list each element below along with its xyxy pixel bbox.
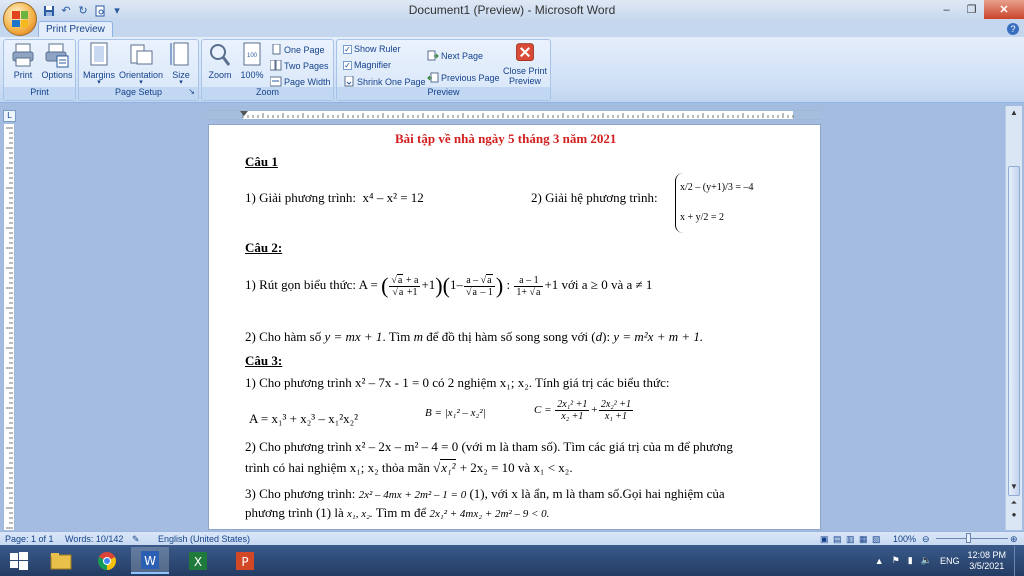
browse-object-icon[interactable]: ●	[1011, 510, 1017, 519]
network-icon[interactable]: ▮	[907, 555, 913, 565]
cau3-q3-line2-b: Tìm m để	[375, 505, 427, 520]
cau2-q1: 1) Rút gọn biểu thức: A = ( $\frac{√a + a}{√a +1}$ +1)(1– $\frac{a - √a}{√a - 1}$ ) : $\frac{a - 1}{1+ √a}$ +1 với a ≥ 0 và a ≠ 1	[245, 273, 653, 298]
view-buttons[interactable]: ▣ ▤ ▥ ▦ ▧	[820, 534, 882, 544]
chrome-button[interactable]	[88, 547, 126, 574]
cau2-q2-function: y = mx + 1	[324, 329, 383, 344]
printer-options-icon	[45, 42, 69, 68]
zoom-in-icon[interactable]: ⊕	[1010, 534, 1018, 544]
word-icon	[140, 550, 160, 570]
cau2-q2-part-c: để đồ thị hàm số song song với (	[426, 329, 596, 344]
powerpoint-icon	[235, 551, 255, 571]
previous-page-icon	[427, 72, 439, 83]
vertical-ruler[interactable]	[3, 124, 15, 530]
zoom-100-label: 100%	[240, 70, 264, 80]
ribbon-tabs	[0, 21, 1024, 37]
one-page-label: One Page	[284, 44, 325, 55]
zoom-level[interactable]: 100%	[893, 534, 917, 544]
options-button[interactable]	[40, 42, 74, 80]
magnifier-checkbox[interactable]	[343, 60, 391, 70]
page-setup-group	[78, 39, 199, 101]
cau3-q3-roots: x₁, x₂.	[347, 508, 373, 520]
cau3-q3-line2-a: phương trình (1) là	[245, 505, 344, 520]
page-width-icon	[270, 76, 282, 87]
tab-print-preview[interactable]: Print Preview	[38, 21, 113, 37]
title-bar	[0, 0, 1024, 21]
indent-marker-icon[interactable]	[240, 111, 248, 116]
cau2-q2	[245, 329, 703, 345]
show-ruler-checkbox[interactable]	[343, 44, 401, 54]
print-label: Print	[13, 70, 33, 80]
cau1-q1-equation: x⁴ – x² = 12	[362, 190, 424, 205]
print-group	[3, 39, 76, 101]
cau3-q2-line2: trình có hai nghiệm x₁; x₂ thỏa mãn √x₁² + 2x₂ = 10 và x₁ < x₂.	[245, 460, 573, 475]
zoom-group-label: Zoom	[202, 87, 333, 100]
excel-icon	[188, 551, 208, 571]
cau2-q2-m: m	[413, 329, 424, 344]
ribbon	[0, 37, 1024, 103]
margins-dropdown-icon: ▾	[97, 79, 101, 86]
file-explorer-button[interactable]	[42, 547, 80, 574]
shrink-one-page-label: Shrink One Page	[357, 76, 426, 87]
cau1-system-eq1: x/2 – (y+1)/3 = –4	[680, 182, 754, 193]
cau3-q3-line1	[245, 486, 725, 502]
preview-group	[336, 39, 551, 101]
taskbar	[0, 545, 1024, 576]
svg-text:100: 100	[246, 53, 258, 59]
close-print-preview-label-2: Preview	[508, 76, 541, 86]
zoom-slider-thumb[interactable]	[966, 533, 971, 543]
cau3-expr-c-label: C =	[534, 404, 552, 417]
margins-button[interactable]	[81, 42, 117, 86]
size-dropdown-icon: ▾	[179, 79, 183, 86]
cau3-q3-line1-b: (1), với x là ẩn, m là tham số.Gọi hai nghiệm của	[469, 486, 725, 501]
one-page-button[interactable]	[270, 44, 325, 55]
window-title: Document1 (Preview) - Microsoft Word	[408, 3, 616, 17]
cau2-q2-part-e: ):	[602, 329, 611, 344]
cau3-q2-line1: 2) Cho phương trình x² – 2x – m² – 4 = 0 (với m là tham số). Tìm các giá trị của m để phương	[245, 439, 733, 454]
margins-icon	[87, 42, 111, 68]
two-pages-button[interactable]	[270, 60, 329, 71]
language[interactable]: English (United States)	[158, 534, 251, 544]
proofing-icon[interactable]: ✎	[132, 534, 140, 544]
scroll-down-icon[interactable]: ▼	[1010, 482, 1018, 491]
size-label: Size	[172, 70, 190, 80]
redo-icon[interactable]: ↻	[78, 5, 88, 17]
system-tray	[875, 545, 1024, 576]
zoom-slider-track[interactable]	[936, 538, 1008, 539]
page-setup-label: Page Setup	[114, 87, 163, 97]
orientation-button[interactable]	[117, 42, 165, 86]
next-page-icon	[427, 50, 439, 61]
office-button[interactable]	[3, 2, 37, 36]
dialog-launcher-icon[interactable]: ↘	[188, 87, 195, 96]
cau1-system-eq2: x + y/2 = 2	[680, 212, 725, 223]
page-100-icon	[240, 42, 264, 68]
zoom-label: Zoom	[208, 70, 232, 80]
word-button[interactable]	[131, 547, 169, 574]
flag-icon[interactable]: ⚑	[891, 555, 900, 565]
cau1-q1	[245, 190, 424, 206]
cau2-q2-part-b: . Tìm	[382, 329, 411, 344]
cau3-expr-b: B = |x₁² – x₂²|	[425, 407, 486, 419]
close-button[interactable]: ✕	[984, 0, 1024, 19]
orientation-dropdown-icon: ▾	[139, 79, 143, 86]
vertical-ruler-ticks	[4, 124, 15, 530]
chrome-icon	[97, 551, 117, 571]
margins-label: Margins	[82, 70, 115, 80]
undo-icon[interactable]: ↶	[61, 5, 71, 17]
restore-button[interactable]: ❐	[966, 4, 977, 16]
office-logo-icon	[12, 11, 28, 27]
size-icon	[169, 42, 193, 68]
cau1-q1-text: 1) Giải phương trình:	[245, 190, 357, 205]
clock-time: 12:08 PM	[967, 549, 1006, 560]
print-button[interactable]	[8, 42, 38, 80]
cau3-q1: 1) Cho phương trình x² – 7x - 1 = 0 có 2 nghiệm x₁; x₂. Tính giá trị các biểu thức:	[245, 375, 670, 390]
orientation-label: Orientation	[118, 70, 164, 80]
zoom-100-button[interactable]	[237, 42, 267, 80]
checkbox-checked-icon: ✓	[344, 60, 351, 70]
zoom-out-icon[interactable]: ⊖	[922, 534, 930, 544]
help-icon[interactable]: ?	[1007, 23, 1019, 35]
page-setup-group-label	[79, 87, 198, 100]
input-language[interactable]: ENG	[939, 555, 960, 566]
shrink-page-icon	[343, 76, 355, 87]
cau2-q1-text: 1) Rút gọn biểu thức:	[245, 276, 357, 292]
cau1-q2: 2) Giải hệ phương trình:	[531, 190, 658, 205]
svg-text:W: W	[144, 553, 156, 568]
checkbox-checked-icon: ✓	[344, 44, 351, 54]
windows-logo-icon	[10, 552, 28, 570]
next-page-button[interactable]	[427, 50, 483, 61]
horizontal-ruler[interactable]	[207, 110, 821, 120]
previous-page-label: Previous Page	[441, 72, 500, 83]
one-page-icon	[270, 44, 282, 55]
start-button[interactable]	[0, 547, 38, 574]
show-desktop-button[interactable]	[1014, 546, 1018, 576]
volume-icon[interactable]: 🔈	[920, 555, 932, 565]
powerpoint-button[interactable]	[226, 547, 264, 574]
cau2-q2-line: y = m²x + m + 1.	[613, 329, 704, 344]
cau3-heading: Câu 3:	[245, 353, 283, 368]
cau1-heading: Câu 1	[245, 154, 278, 169]
show-hidden-icons-icon[interactable]: ▲	[874, 555, 884, 566]
cau3-q3-line1-a: 3) Cho phương trình:	[245, 486, 356, 501]
cau2-heading: Câu 2:	[245, 240, 283, 255]
options-label: Options	[41, 70, 73, 80]
zoom-button[interactable]	[205, 42, 235, 80]
customize-qat-icon[interactable]: ▾	[114, 5, 120, 17]
folder-icon	[50, 552, 72, 570]
close-print-preview-label-1: Close Print	[502, 66, 547, 76]
window-controls	[934, 0, 1024, 19]
magnifying-glass-icon	[208, 42, 232, 68]
zoom-group	[201, 39, 334, 101]
cau1-system	[675, 173, 754, 233]
minimize-button[interactable]: –	[943, 3, 950, 16]
preview-group-label: Preview	[337, 87, 550, 100]
previous-page-button[interactable]	[427, 72, 500, 83]
close-preview-icon	[514, 42, 536, 64]
scrollbar-thumb[interactable]	[1008, 166, 1020, 496]
printer-icon	[11, 42, 35, 68]
orientation-icon	[129, 42, 153, 68]
close-print-preview-button[interactable]	[501, 42, 549, 86]
page-width-button[interactable]	[270, 76, 331, 87]
two-pages-label: Two Pages	[284, 60, 329, 71]
cau3-expr-c: C = $\frac{\text{2x₁² +1}}{\text{x₂ +1}}$ + $\frac{\text{2x₂² +1}}{\text{x₁ +1}}$	[534, 399, 632, 422]
cau2-q2-d: d	[595, 329, 603, 344]
page-count[interactable]: Page: 1 of 1	[5, 534, 54, 544]
previous-page-arrow-icon[interactable]: ⏶	[1010, 498, 1018, 507]
clock-date: 3/5/2021	[969, 560, 1005, 571]
document-page[interactable]	[208, 124, 821, 530]
status-bar	[0, 531, 1024, 545]
shrink-one-page-button[interactable]	[343, 76, 426, 87]
excel-button[interactable]	[179, 547, 217, 574]
document-title: Bài tập về nhà ngày 5 tháng 3 năm 2021	[395, 131, 617, 146]
cau3-q3-inequality: 2x₁² + 4mx₂ + 2m² – 9 < 0.	[429, 508, 550, 520]
size-button[interactable]	[167, 42, 195, 86]
scroll-up-icon[interactable]: ▲	[1010, 108, 1018, 117]
ruler-ticks	[207, 111, 821, 120]
print-group-label: Print	[4, 87, 75, 100]
cau3-q3-equation: 2x² – 4mx + 2m² – 1 = 0	[358, 489, 467, 501]
page-width-label: Page Width	[284, 76, 331, 87]
cau3-q3-line2	[245, 505, 549, 521]
svg-text:P: P	[241, 554, 249, 569]
cau3-q2-line2-b: + 2x₂ = 10 và x₁ < x₂.	[459, 460, 573, 475]
vertical-scrollbar[interactable]	[1005, 106, 1022, 530]
svg-text:X: X	[193, 554, 203, 569]
cau3-q2-line2-a: trình có hai nghiệm x₁; x₂ thỏa mãn	[245, 460, 430, 475]
cau2-q1-condition: với a ≥ 0 và a ≠ 1	[561, 276, 653, 292]
cau3-expr-a: A = x₁³ + x₂³ – x₁²x₂²	[249, 411, 359, 426]
ruler-toggle-button[interactable]: L	[3, 110, 16, 122]
word-count[interactable]: Words: 10/142	[65, 534, 124, 544]
cau2-q2-part-a: 2) Cho hàm số	[245, 329, 322, 344]
show-ruler-label: Show Ruler	[354, 44, 401, 54]
clock[interactable]	[967, 550, 1006, 572]
magnifier-label: Magnifier	[354, 60, 392, 70]
two-pages-icon	[270, 60, 282, 71]
next-page-label: Next Page	[441, 50, 484, 61]
